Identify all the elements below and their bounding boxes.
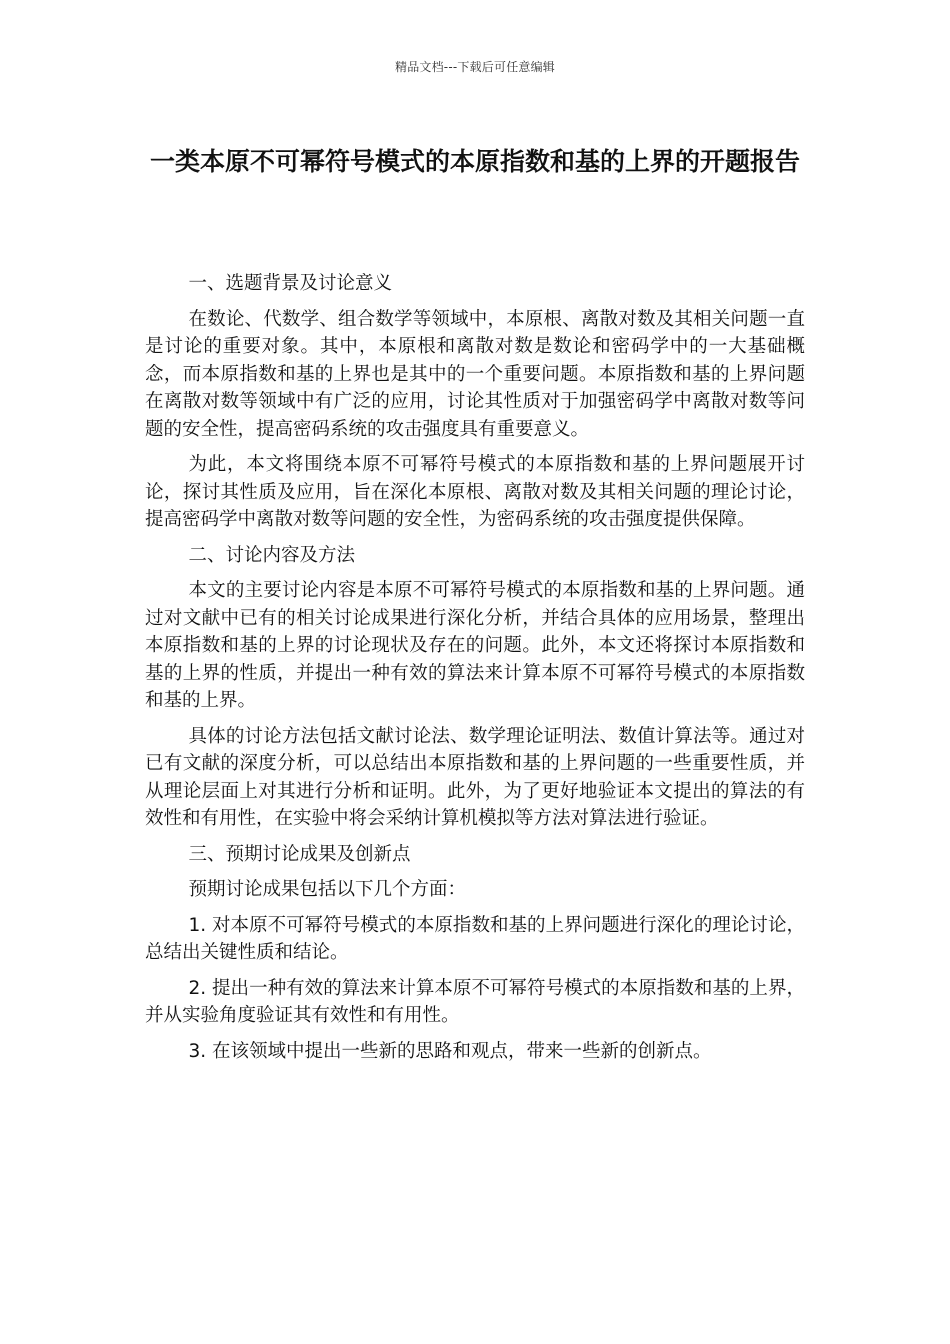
section-heading-1: 一、选题背景及讨论意义 xyxy=(188,273,392,294)
header-note: 精品文档---下载后可任意编辑 xyxy=(395,60,555,74)
section-heading-2: 二、讨论内容及方法 xyxy=(188,544,355,566)
paragraph: 本文的主要讨论内容是本原不可幂符号模式的本原指数和基的上界问题。通过对文献中已有的相关讨论成果进行深化分析，并结合具体的应用场景，整理出本原指数和基的上界的讨论现状及存在的问题。此外，本文还将探讨本原指数和基的上界的性质，并提出一种有效的算法来计算本原不可幂符号模式的本原指数和基的上界。 xyxy=(145,580,805,711)
paragraph: 具体的讨论方法包括文献讨论法、数学理论证明法、数值计算法等。通过对已有文献的深度分析，可以总结出本原指数和基的上界问题的一些重要性质，并从理论层面上对其进行分析和证明。此外，为了更好地验证本文提出的算法的有效性和有用性，在实验中将会采纳计算机模拟等方法对算法进行验证。 xyxy=(145,725,805,829)
section-heading-3: 三、预期讨论成果及创新点 xyxy=(188,843,411,865)
list-item: 1. 对本原不可幂符号模式的本原指数和基的上界问题进行深化的理论讨论，总结出关键性质和结论。 xyxy=(145,914,805,963)
document-body xyxy=(145,270,805,1073)
list-item: 3. 在该领域中提出一些新的思路和观点，带来一些新的创新点。 xyxy=(188,1040,712,1062)
document-title: 一类本原不可幂符号模式的本原指数和基的上界的开题报告 xyxy=(149,147,800,176)
paragraph: 预期讨论成果包括以下几个方面： xyxy=(188,879,466,900)
list-item: 2. 提出一种有效的算法来计算本原不可幂符号模式的本原指数和基的上界，并从实验角度验证其有效性和有用性。 xyxy=(145,977,805,1026)
paragraph: 在数论、代数学、组合数学等领域中，本原根、离散对数及其相关问题一直是讨论的重要对象。其中，本原根和离散对数是数论和密码学中的一大基础概念，而本原指数和基的上界也是其中的一个重要问题。本原指数和基的上界问题在离散对数等领域中有广泛的应用，讨论其性质对于加强密码学中离散对数等问题的安全性，提高密码系统的攻击强度具有重要意义。 xyxy=(145,308,805,440)
paragraph: 为此，本文将围绕本原不可幂符号模式的本原指数和基的上界问题展开讨论，探讨其性质及应用，旨在深化本原根、离散对数及其相关问题的理论讨论，提高密码学中离散对数等问题的安全性，为密码系统的攻击强度提供保障。 xyxy=(145,454,805,530)
